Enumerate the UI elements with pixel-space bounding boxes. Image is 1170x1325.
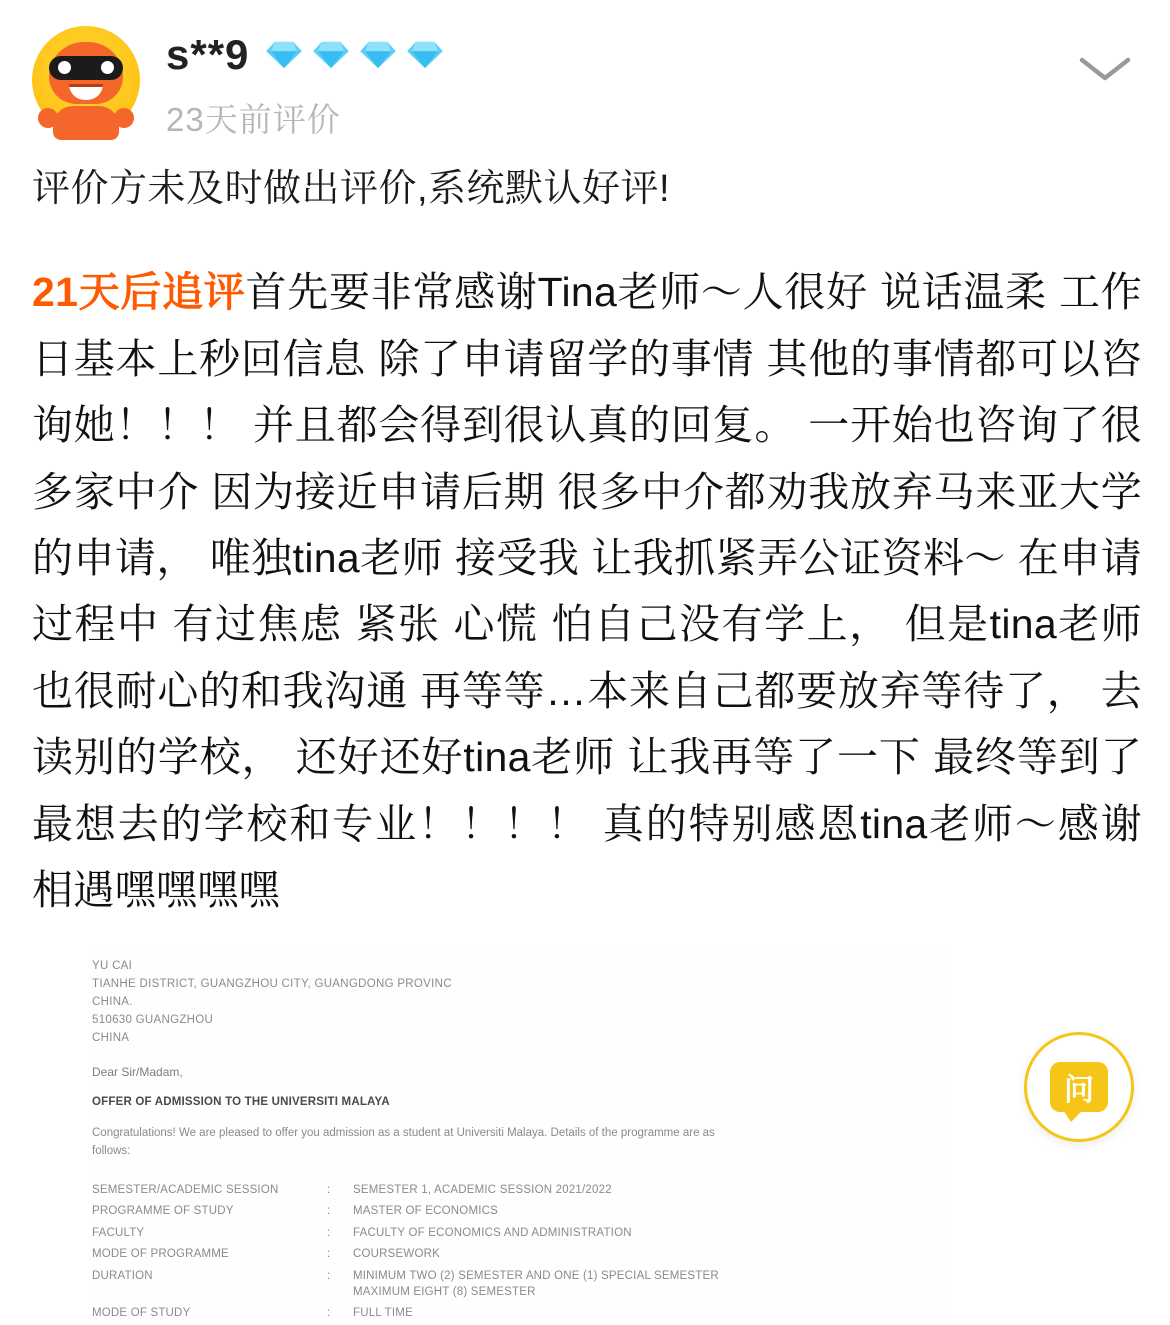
append-tag-label: 21天后追评 xyxy=(32,269,246,316)
address-line: CHINA. xyxy=(92,995,133,1008)
ask-question-button[interactable] xyxy=(1024,1032,1134,1142)
letter-congratulations: Congratulations! We are pleased to offer you admission as a student at Universiti Malaya. Details of the programme are as follows: xyxy=(92,1127,715,1157)
gem-icon xyxy=(265,40,303,70)
detail-colon: : xyxy=(327,1226,331,1239)
offer-letter xyxy=(92,945,952,1324)
append-comment-text: 首先要非常感谢Tina老师～人很好 说话温柔 工作日基本上秒回信息 除了申请留学的事情 其他的事情都可以咨询她！！！ 并且都会得到很认真的回复。 一开始也咨询了很多家中介 因为接近申请后期 很多中介都劝我放弃马来亚大学的申请， 唯独tina老师 接受我 让我抓紧弄公证资料～ 在申请过程中 有过焦虑 紧张 心慌 怕自己没有学上， 但是tina老师 也很耐心的和我沟通 再等等…本来自己都要放弃等待了， 去读别的学校， 还好还好tina老师 让我再等了一下 最终等到了最想去的学校和专业！！！！ 真的特别感恩tina老师～感谢相遇嘿嘿嘿嘿 xyxy=(32,269,1142,913)
detail-colon: : xyxy=(327,1269,331,1282)
table-row xyxy=(92,1180,719,1202)
table-row xyxy=(92,1223,719,1245)
address-line: YU CAI xyxy=(92,960,133,973)
avatar-claw-left xyxy=(38,108,58,128)
gem-icon xyxy=(312,40,350,70)
avatar-body-shape xyxy=(53,106,119,140)
gem-icon xyxy=(406,40,444,70)
detail-colon: : xyxy=(327,1205,331,1218)
avatar[interactable] xyxy=(32,26,140,134)
append-comment-block xyxy=(32,259,1142,923)
address-line: TIANHE DISTRICT, GUANGZHOU CITY, GUANGDONG PROVINC xyxy=(92,978,452,991)
gem-icon xyxy=(359,40,397,70)
address-line: 510630 GUANGZHOU xyxy=(92,1013,214,1026)
detail-value: MASTER OF ECONOMICS xyxy=(353,1205,499,1218)
user-name: s**9 xyxy=(166,31,250,78)
letter-offer-title: OFFER OF ADMISSION TO THE UNIVERSITI MALAYA xyxy=(92,1096,390,1109)
letter-details-table xyxy=(92,1180,719,1325)
detail-colon: : xyxy=(327,1307,331,1320)
attachment-image[interactable] xyxy=(92,945,952,1324)
chat-bubble-icon xyxy=(1050,1062,1108,1112)
detail-label: DURATION xyxy=(92,1269,153,1282)
detail-label: MODE OF STUDY xyxy=(92,1307,191,1320)
review-body xyxy=(0,164,1170,923)
letter-address xyxy=(92,958,952,1047)
review-time: 23天前评价 xyxy=(166,101,341,139)
ask-button-label: 问 xyxy=(1064,1074,1094,1107)
vip-level-gems xyxy=(265,40,444,70)
table-row xyxy=(92,1244,719,1266)
avatar-eye-left xyxy=(58,61,71,74)
detail-label: FACULTY xyxy=(92,1226,145,1239)
review-header xyxy=(0,0,1170,150)
detail-label: PROGRAMME OF STUDY xyxy=(92,1205,234,1218)
detail-value: COURSEWORK xyxy=(353,1248,440,1261)
detail-value: FACULTY OF ECONOMICS AND ADMINISTRATION xyxy=(353,1226,632,1239)
table-row xyxy=(92,1303,719,1325)
avatar-eye-right xyxy=(101,61,114,74)
detail-value: SEMESTER 1, ACADEMIC SESSION 2021/2022 xyxy=(353,1183,612,1196)
table-row xyxy=(92,1201,719,1223)
detail-colon: : xyxy=(327,1183,331,1196)
name-row xyxy=(166,32,1074,78)
user-info xyxy=(166,26,1074,141)
table-row xyxy=(92,1266,719,1303)
detail-value: FULL TIME xyxy=(353,1307,413,1320)
letter-salutation: Dear Sir/Madam, xyxy=(92,1065,183,1080)
detail-colon: : xyxy=(327,1248,331,1261)
detail-label: SEMESTER/ACADEMIC SESSION xyxy=(92,1183,279,1196)
detail-label: MODE OF PROGRAMME xyxy=(92,1248,229,1261)
chevron-down-icon[interactable] xyxy=(1074,26,1136,88)
first-comment-text: 评价方未及时做出评价,系统默认好评! xyxy=(32,168,671,210)
avatar-claw-right xyxy=(114,108,134,128)
address-line: CHINA xyxy=(92,1031,130,1044)
detail-value: MINIMUM TWO (2) SEMESTER AND ONE (1) SPECIAL SEMESTER MAXIMUM EIGHT (8) SEMESTER xyxy=(353,1269,719,1298)
